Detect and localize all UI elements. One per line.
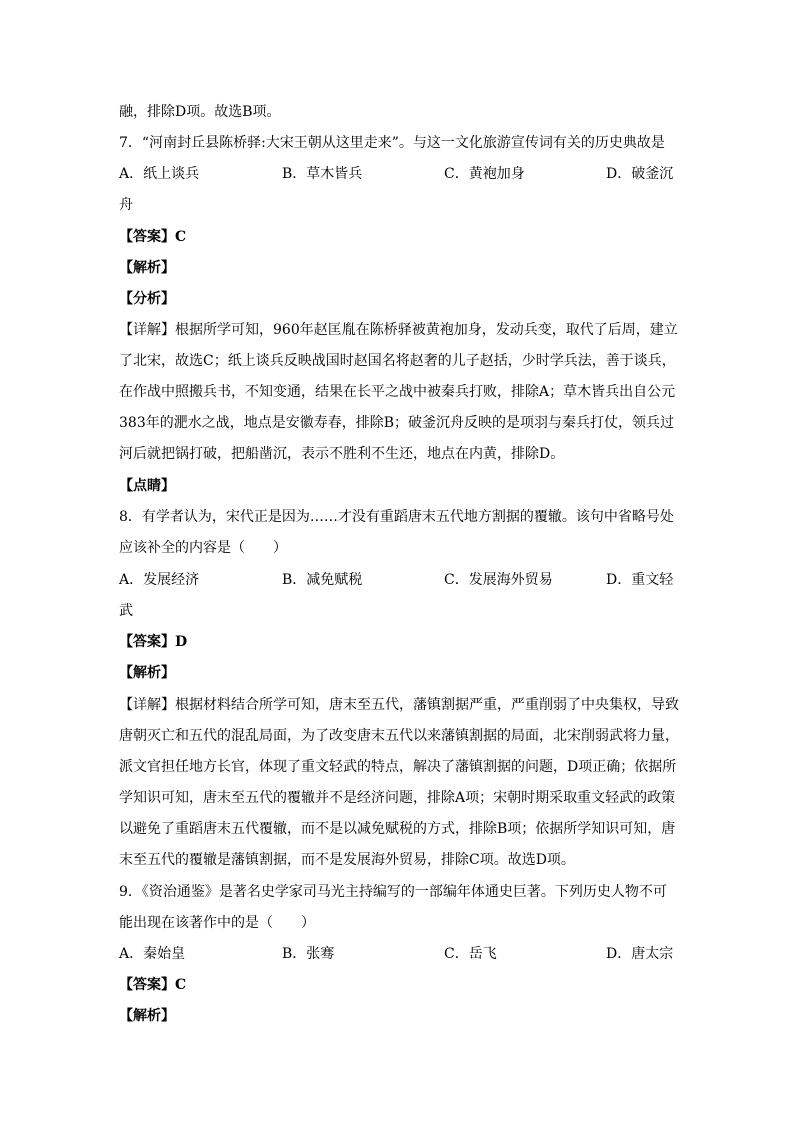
q8-detail-line: 末至五代的覆辙是藩镇割据，而不是发展海外贸易，排除C项。故选D项。 xyxy=(119,852,575,868)
q8-option-d-wrap: 武 xyxy=(119,603,133,619)
q7-detail-line: 了北宋，故选C；纸上谈兵反映战国时赵国名将赵奢的儿子赵括，少时学兵法，善于谈兵， xyxy=(119,353,676,369)
question-9-stem: 能出现在该著作中的是（ ） xyxy=(119,915,315,931)
question-8-stem: 应该补全的内容是（ ） xyxy=(119,540,287,556)
q8-detail-line: 以避免了重蹈唐末五代覆辙，而不是以减免赋税的方式，排除B项；依据所学知识可知，唐 xyxy=(119,821,676,837)
q8-option-c: C．发展海外贸易 xyxy=(444,572,553,588)
q8-detail-line: 派文官担任地方长官，体现了重文轻武的特点，解决了藩镇割据的问题，D项正确；依据所 xyxy=(119,759,677,775)
q7-detail-line: 在作战中照搬兵书，不知变通，结果在长平之战中被秦兵打败，排除A；草木皆兵出自公元 xyxy=(119,384,676,400)
q7-detail-line: 河后就把锅打破，把船凿沉，表示不胜利不生还，地点在内黄，排除D。 xyxy=(119,446,565,462)
q8-option-a: A．发展经济 xyxy=(119,572,200,588)
q8-option-d: D．重文轻 xyxy=(606,572,674,588)
q8-detail-line: 【详解】根据材料结合所学可知，唐末至五代，藩镇割据严重，严重削弱了中央集权，导致 xyxy=(119,697,679,713)
q7-option-d: D．破釜沉 xyxy=(606,166,674,182)
q8-detail-line: 唐朝灭亡和五代的混乱局面，为了改变唐末五代以来藩镇割据的局面，北宋削弱武将力量， xyxy=(119,728,679,744)
q7-detail-line: 383年的淝水之战，地点是安徽寿春，排除B；破釜沉舟反映的是项羽与秦兵打仗，领兵过 xyxy=(119,415,675,431)
q9-option-b: B．张骞 xyxy=(282,946,335,962)
q9-option-c: C．岳飞 xyxy=(444,946,497,962)
question-7-stem: 7．“河南封丘县陈桥驿:大宋王朝从这里走来”。与这一文化旅游宣传词有关的历史典故是 xyxy=(119,135,665,151)
q7-option-d-wrap: 舟 xyxy=(119,197,133,213)
question-8-stem: 8．有学者认为，宋代正是因为……才没有重蹈唐末五代地方割据的覆辙。该句中省略号处 xyxy=(119,509,674,525)
q7-fenxi-heading: 【分析】 xyxy=(119,291,175,307)
q9-jiexi-heading: 【解析】 xyxy=(119,1008,175,1024)
q7-jiexi-heading: 【解析】 xyxy=(119,260,175,276)
q8-option-b: B．减免赋税 xyxy=(282,572,363,588)
q7-dianjing-heading: 【点睛】 xyxy=(119,478,175,494)
continuation-line: 融，排除D项。故选B项。 xyxy=(119,104,281,120)
q7-option-a: A．纸上谈兵 xyxy=(119,166,200,182)
q9-option-d: D．唐太宗 xyxy=(606,946,674,962)
q7-answer: 【答案】C xyxy=(119,229,187,245)
q9-answer: 【答案】C xyxy=(119,977,187,993)
q8-answer: 【答案】D xyxy=(119,634,188,650)
q7-option-c: C．黄袍加身 xyxy=(444,166,525,182)
q9-option-a: A．秦始皇 xyxy=(119,946,186,962)
q8-jiexi-heading: 【解析】 xyxy=(119,665,175,681)
question-9-stem: 9．《资治通鉴》是著名史学家司马光主持编写的一部编年体通史巨著。下列历史人物不可 xyxy=(119,884,667,900)
q7-detail-line: 【详解】根据所学可知，960年赵匡胤在陈桥驿被黄袍加身，发动兵变，取代了后周，建立 xyxy=(119,322,678,338)
q7-option-b: B．草木皆兵 xyxy=(282,166,363,182)
q8-detail-line: 学知识可知，唐末至五代的覆辙并不是经济问题，排除A项；宋朝时期采取重文轻武的政策 xyxy=(119,790,676,806)
